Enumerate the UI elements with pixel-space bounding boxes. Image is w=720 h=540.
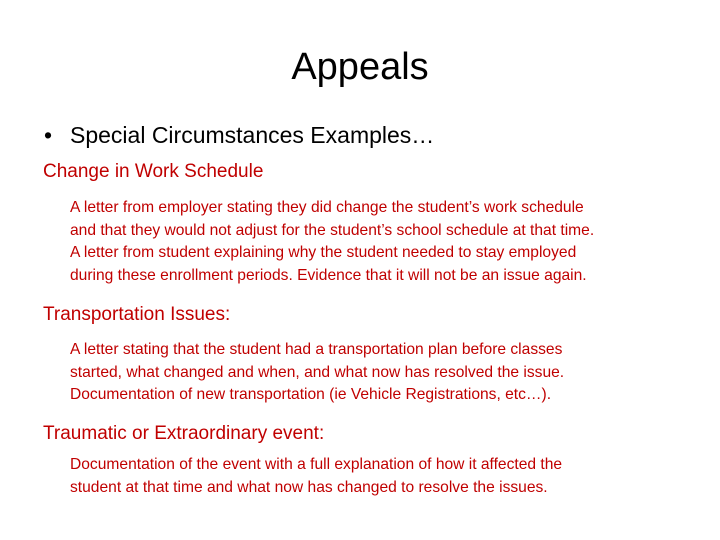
bullet-marker: • (44, 122, 53, 148)
body-line: student at that time and what now has changed to resolve the issues. (70, 478, 548, 496)
section-heading-traumatic-event: Traumatic or Extraordinary event: (43, 423, 325, 444)
section-body-transportation (70, 339, 710, 407)
body-line: and that they would not adjust for the student’s school schedule at that time. (70, 221, 595, 239)
section-body-traumatic-event (70, 454, 710, 499)
section-heading-transportation: Transportation Issues: (43, 304, 231, 325)
section-heading-work-schedule: Change in Work Schedule (43, 161, 264, 182)
body-line: started, what changed and when, and what now has resolved the issue. (70, 363, 565, 381)
bullet-text: Special Circumstances Examples… (70, 122, 435, 148)
section-body-work-schedule (70, 197, 710, 287)
bullet-item (44, 121, 434, 149)
slide-title: Appeals (291, 46, 429, 88)
body-line: Documentation of new transportation (ie Vehicle Registrations, etc…). (70, 386, 552, 403)
body-line: A letter stating that the student had a transportation plan before classes (70, 341, 563, 358)
body-line: Documentation of the event with a full explanation of how it affected the (70, 456, 563, 473)
body-line: during these enrollment periods. Evidence that it will not be an issue again. (70, 266, 587, 284)
body-line: A letter from student explaining why the student needed to stay employed (70, 244, 577, 261)
body-line: A letter from employer stating they did change the student’s work schedule (70, 199, 584, 216)
